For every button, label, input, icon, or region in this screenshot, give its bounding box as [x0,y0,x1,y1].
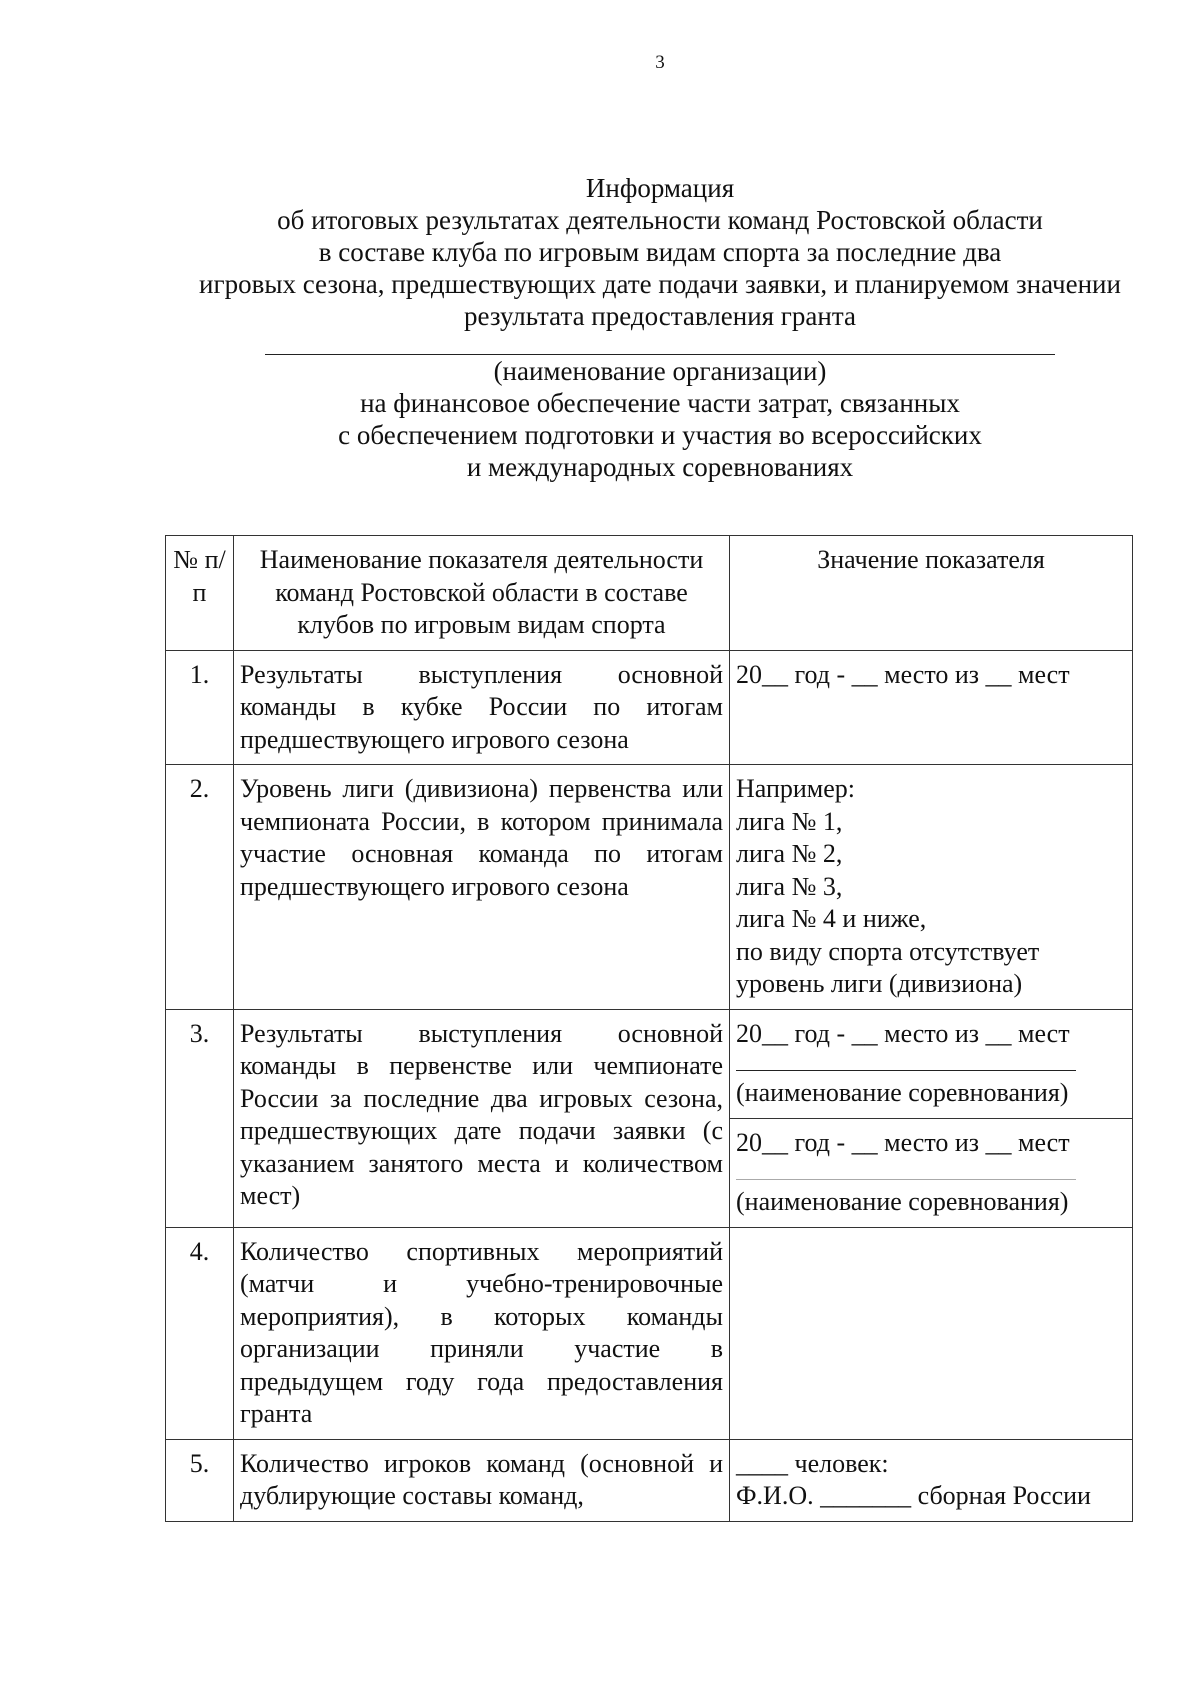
season-result-2 [730,1118,1132,1227]
indicator-value [730,1439,1133,1521]
indicator-name: Результаты выступления основной команды в кубке России по итогам предшествующего игрового сезона [234,650,730,765]
title-line: результата предоставления гранта [464,301,856,331]
title-line: игровых сезона, предшествующих дате подачи заявки, и планируемом значении [199,269,1121,299]
indicator-name: Количество игроков команд (основной и дублирующие составы команд, [234,1439,730,1521]
competition-name-hint: (наименование соревнования) [736,1187,1069,1216]
season-result-text: 20__ год - __ место из __ мест [736,1018,1070,1048]
row-number: 4. [166,1227,234,1439]
competition-name-hint: (наименование соревнования) [736,1078,1069,1107]
row-number: 5. [166,1439,234,1521]
title-line: об итоговых результатах деятельности команд Ростовской области [277,205,1043,235]
value-line: Ф.И.О. _______ сборная России [736,1481,1091,1510]
indicators-table [165,535,1133,1522]
indicator-value [730,1227,1133,1439]
value-line: лига № 2, [736,839,843,868]
indicator-name: Количество спортивных мероприятий (матчи и учебно-тренировочные мероприятия), в которых команды организации приняли участие в предыдущем году года предоставления гранта [234,1227,730,1439]
indicator-value [730,765,1133,1010]
indicator-name: Результаты выступления основной команды в первенстве или чемпионате России за последние два игровых сезона, предшествующих дате подачи заявки (с указанием занятого места и количеством мест) [234,1009,730,1227]
table-header-row [166,536,1133,651]
header-indicator-name: Наименование показателя деятельности команд Ростовской области в составе клубов по игровым видам спорта [234,536,730,651]
header-num: № п/п [166,536,234,651]
title-line: в составе клуба по игровым видам спорта за последние два [318,237,1002,267]
value-line: лига № 4 и ниже, [736,904,927,933]
document-title-block [100,172,1200,483]
value-line: Например: [736,774,856,803]
page-number: 3 [655,52,665,73]
table-row [166,765,1133,1010]
organization-name-hint: (наименование организации) [493,356,827,386]
row-number: 3. [166,1009,234,1227]
competition-name-line [736,1163,1076,1180]
competition-name-line [736,1054,1076,1071]
season-result-1 [730,1010,1132,1118]
table-row [166,650,1133,765]
indicator-value: 20__ год - __ место из __ мест [730,650,1133,765]
value-line: по виду спорта отсутствует уровень лиги (дивизиона) [736,936,1040,998]
value-line: ____ человек: [736,1448,889,1478]
purpose-line: с обеспечением подготовки и участия во всероссийских [338,420,982,450]
table-row [166,1439,1133,1521]
value-line: лига № 1, [736,806,843,836]
header-indicator-value: Значение показателя [730,536,1133,651]
table-row [166,1227,1133,1439]
indicator-name: Уровень лиги (дивизиона) первенства или чемпионата России, в котором принимала участие основная команда по итогам предшествующего игрового сезона [234,765,730,1010]
purpose-line: на финансовое обеспечение части затрат, связанных [360,388,960,418]
row-number: 1. [166,650,234,765]
row-number: 2. [166,765,234,1010]
value-line: лига № 3, [736,871,843,901]
indicator-value [730,1009,1133,1227]
title-line: Информация [585,173,735,203]
purpose-line: и международных соревнованиях [466,452,854,482]
season-result-text: 20__ год - __ место из __ мест [736,1127,1070,1157]
table-row [166,1009,1133,1227]
